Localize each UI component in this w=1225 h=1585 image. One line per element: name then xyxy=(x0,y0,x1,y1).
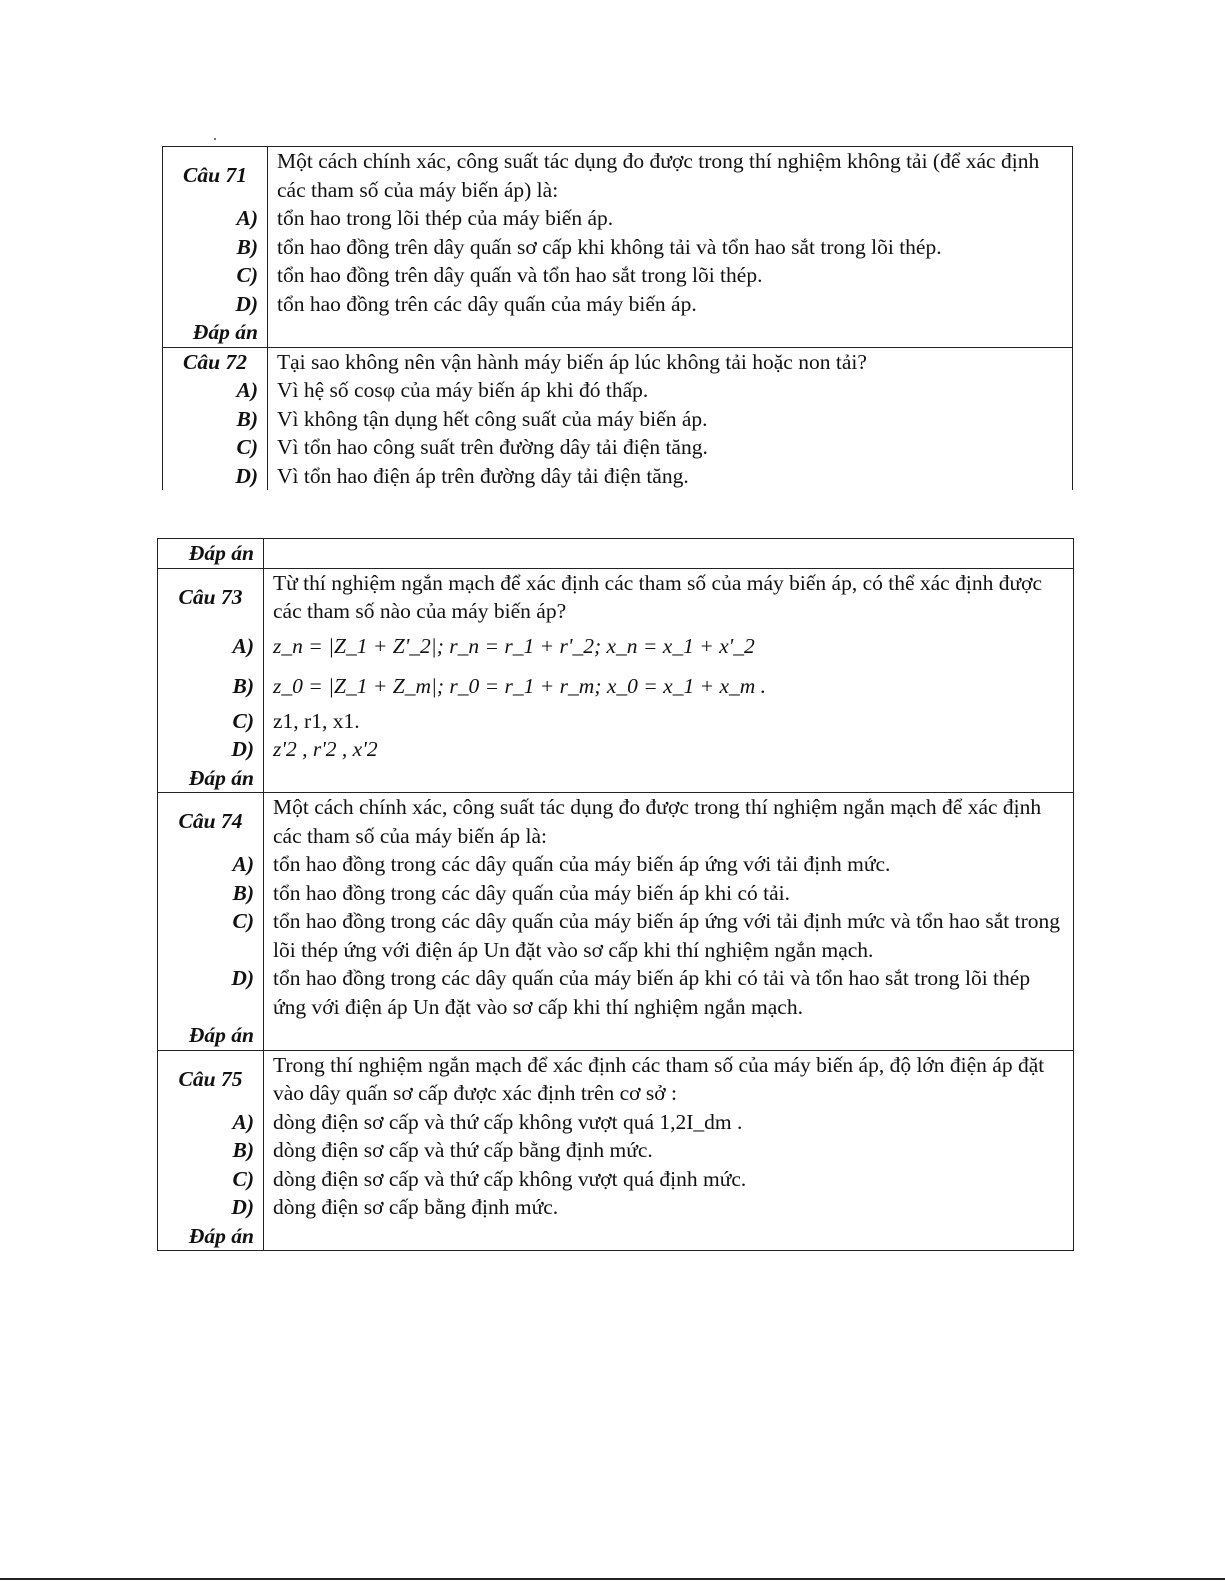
answer-label: Đáp án xyxy=(158,764,264,793)
option-formula: z_0 = |Z_1 + Z_m|; r_0 = r_1 + r_m; x_0 = x_1 + x_m . xyxy=(273,674,767,698)
option-row xyxy=(163,233,1073,262)
answer-row xyxy=(158,764,1074,793)
option-row xyxy=(158,707,1074,736)
option-key: B) xyxy=(158,1136,264,1165)
option-row xyxy=(158,1108,1074,1137)
answer-row xyxy=(158,1222,1074,1251)
option-text: tổn hao đồng trên dây quấn sơ cấp khi không tải và tổn hao sắt trong lõi thép. xyxy=(277,234,942,259)
option-key: D) xyxy=(163,290,268,319)
answer-value xyxy=(268,318,1073,347)
page-bottom-rule xyxy=(0,1578,1225,1580)
question-label: Câu 72 xyxy=(163,347,268,376)
option-row xyxy=(163,204,1073,233)
option-key: B) xyxy=(158,666,264,707)
answer-label: Đáp án xyxy=(158,539,264,569)
option-text: Vì hệ số cosφ của máy biến áp khi đó thấp. xyxy=(277,378,649,402)
option-key: A) xyxy=(158,626,264,667)
answer-row xyxy=(158,539,1074,569)
option-row xyxy=(163,433,1073,462)
question-label: Câu 73 xyxy=(158,568,264,626)
option-formula: z'2 , r'2 , x'2 xyxy=(273,737,378,761)
question-text: Trong thí nghiệm ngắn mạch để xác định các tham số của máy biến áp, độ lớn điện áp đặt vào dây quấn sơ cấp được xác định trên cơ sở : xyxy=(264,1050,1074,1108)
question-table-part-2 xyxy=(157,538,1074,1251)
option-row xyxy=(158,735,1074,764)
question-72 xyxy=(163,347,1073,376)
question-label: Câu 74 xyxy=(158,793,264,851)
option-row xyxy=(158,666,1074,707)
option-key: B) xyxy=(158,879,264,908)
question-text: Tại sao không nên vận hành máy biến áp lúc không tải hoặc non tải? xyxy=(268,347,1073,376)
option-key: C) xyxy=(163,433,268,462)
question-label: Câu 75 xyxy=(158,1050,264,1108)
option-key: A) xyxy=(158,850,264,879)
option-key: B) xyxy=(163,233,268,262)
option-key: C) xyxy=(158,1165,264,1194)
option-formula: z_n = |Z_1 + Z'_2|; r_n = r_1 + r'_2; x_n = x_1 + x'_2 xyxy=(273,633,755,658)
option-row xyxy=(163,261,1073,290)
option-text: tổn hao đồng trên dây quấn và tổn hao sắt trong lõi thép. xyxy=(277,263,763,287)
question-73 xyxy=(158,568,1074,626)
option-key: D) xyxy=(158,964,264,1021)
option-text: Vì không tận dụng hết công suất của máy biến áp. xyxy=(277,406,708,431)
answer-value xyxy=(264,539,1074,569)
answer-label: Đáp án xyxy=(158,1021,264,1050)
option-key: D) xyxy=(158,735,264,764)
option-row xyxy=(158,850,1074,879)
option-text: tổn hao trong lõi thép của máy biến áp. xyxy=(277,206,614,230)
question-text: Một cách chính xác, công suất tác dụng đo được trong thí nghiệm không tải (để xác định các tham số của máy biến áp) là: xyxy=(277,149,1040,202)
answer-label: Đáp án xyxy=(158,1222,264,1251)
option-text: tổn hao đồng trong các dây quấn của máy biến áp khi có tải và tổn hao sắt trong lõi thép ứng với điện áp Un đặt vào sơ cấp khi thí nghiệm ngắn mạch. xyxy=(273,966,1031,1019)
question-71 xyxy=(163,147,1073,205)
question-75 xyxy=(158,1050,1074,1108)
option-key: C) xyxy=(158,907,264,964)
option-key: A) xyxy=(158,1108,264,1137)
option-text: dòng điện sơ cấp bằng định mức. xyxy=(273,1195,559,1219)
option-text: Vì tổn hao công suất trên đường dây tải điện tăng. xyxy=(277,435,708,459)
option-text: tổn hao đồng trong các dây quấn của máy biến áp khi có tải. xyxy=(273,880,791,905)
answer-row xyxy=(158,1021,1074,1050)
option-row xyxy=(158,1193,1074,1222)
option-formula: z1, r1, x1. xyxy=(273,708,360,733)
option-key: A) xyxy=(163,376,268,405)
option-row xyxy=(158,1136,1074,1165)
question-74 xyxy=(158,793,1074,851)
option-row xyxy=(158,907,1074,964)
question-text: Một cách chính xác, công suất tác dụng đo được trong thí nghiệm ngắn mạch để xác định các tham số của máy biến áp là: xyxy=(264,793,1074,851)
option-row xyxy=(163,462,1073,491)
option-key: C) xyxy=(158,707,264,736)
option-key: D) xyxy=(158,1193,264,1222)
answer-label: Đáp án xyxy=(163,318,268,347)
option-key: A) xyxy=(163,204,268,233)
option-row xyxy=(158,1165,1074,1194)
option-text: dòng điện sơ cấp và thứ cấp bằng định mức. xyxy=(273,1138,653,1162)
option-row xyxy=(163,290,1073,319)
option-text: tổn hao đồng trong các dây quấn của máy biến áp ứng với tải định mức. xyxy=(273,852,891,876)
option-text: dòng điện sơ cấp và thứ cấp không vượt quá 1,2I_dm . xyxy=(273,1109,743,1134)
option-key: C) xyxy=(163,261,268,290)
option-text: tổn hao đồng trên các dây quấn của máy biến áp. xyxy=(277,291,697,316)
answer-value xyxy=(264,1021,1074,1050)
option-text: Vì tổn hao điện áp trên đường dây tải điện tăng. xyxy=(277,463,689,488)
page-speck xyxy=(214,138,216,140)
question-text: Từ thí nghiệm ngắn mạch để xác định các tham số của máy biến áp, có thể xác định được các tham số nào của máy biến áp? xyxy=(264,568,1074,626)
question-label: Câu 71 xyxy=(163,147,268,205)
answer-value xyxy=(264,764,1074,793)
option-row xyxy=(158,964,1074,1021)
option-row xyxy=(163,405,1073,434)
option-text: tổn hao đồng trong các dây quấn của máy biến áp ứng với tải định mức và tổn hao sắt trong lõi thép ứng với điện áp Un đặt vào sơ cấp khi thí nghiệm ngắn mạch. xyxy=(273,909,1060,962)
option-row xyxy=(158,879,1074,908)
option-row xyxy=(158,626,1074,667)
answer-row xyxy=(163,318,1073,347)
question-table-part-1 xyxy=(162,146,1073,490)
option-key: B) xyxy=(163,405,268,434)
option-text: dòng điện sơ cấp và thứ cấp không vượt quá định mức. xyxy=(273,1166,747,1191)
answer-value xyxy=(264,1222,1074,1251)
option-row xyxy=(163,376,1073,405)
option-key: D) xyxy=(163,462,268,491)
